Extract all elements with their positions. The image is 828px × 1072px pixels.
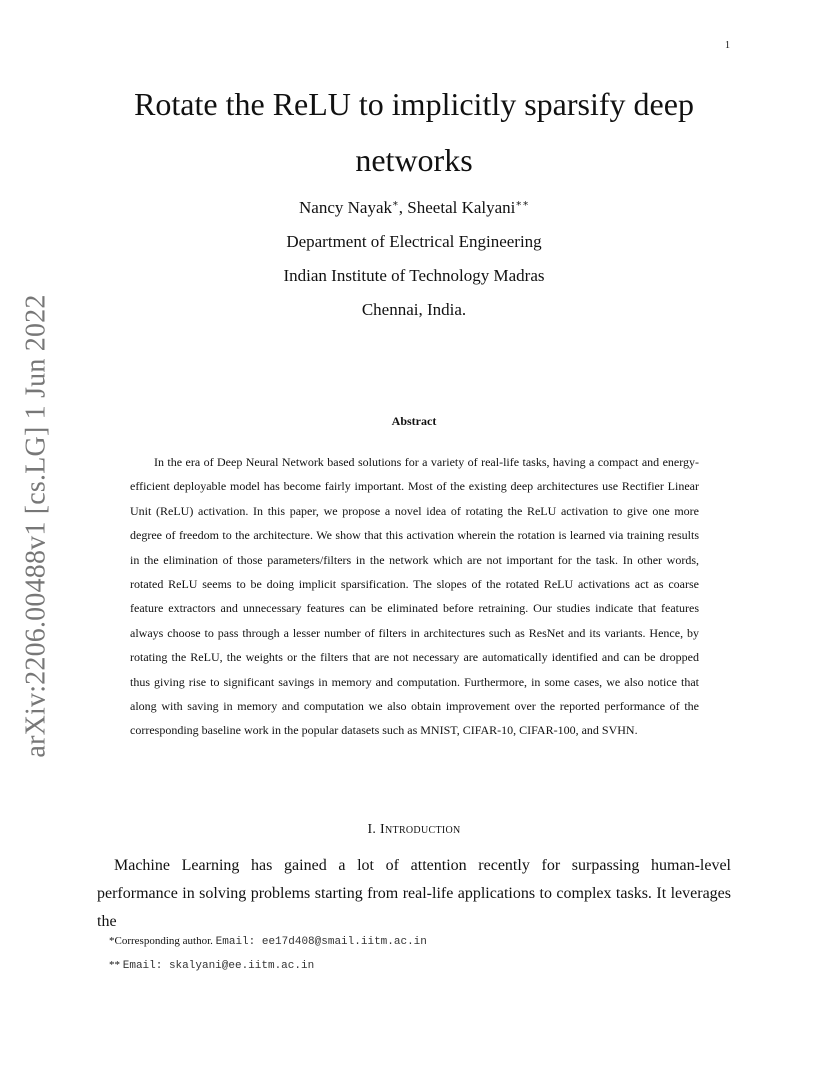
section-number: I. <box>367 822 377 837</box>
footnote-email: Email: ee17d408@smail.iitm.ac.in <box>215 936 427 948</box>
author-name: Nancy Nayak <box>299 198 392 217</box>
introduction-paragraph: Machine Learning has gained a lot of attention recently for surpassing human-level performance in solving problems starting from real-life applications to complex tasks. It leverages the <box>97 857 731 930</box>
footnote-corresponding-author <box>109 930 729 954</box>
section-heading <box>100 822 728 838</box>
page-number: 1 <box>725 40 730 51</box>
section-title: Introduction <box>380 822 461 837</box>
arxiv-identifier-text: arXiv:2206.00488v1 [cs.LG] 1 Jun 2022 <box>21 294 52 758</box>
affiliation-institute: Indian Institute of Technology Madras <box>283 266 545 285</box>
abstract-heading: Abstract <box>391 414 437 428</box>
footnote-email: Email: skalyani@ee.iitm.ac.in <box>122 960 315 972</box>
abstract-body: In the era of Deep Neural Network based solutions for a variety of real-life tasks, having a compact and energy-efficient deployable model has become fairly important. Most of the existing deep architectures use Rectifier Linear Unit (ReLU) activation. In this paper, we propose a novel idea of rotating the ReLU activation to give one more degree of freedom to the architecture. We show that this activation wherein the rotation is learned via training results in the elimination of those parameters/filters in the network which are not important for the task. In other words, rotated ReLU seems to be doing implicit sparsification. The slopes of the rotated ReLU activations act as coarse feature extractors and unnecessary features can be eliminated before retraining. Our studies indicate that features always choose to pass through a lesser number of filters in architectures such as ResNet and its variants. Hence, by rotating the ReLU, the weights or the filters that are not necessary are automatically identified and can be dropped thus giving rise to significant savings in memory and computation. Furthermore, in some cases, we also notice that along with saving in memory and computation we also obtain improvement over the reported performance of the corresponding baseline work in the popular datasets such as MNIST, CIFAR-10, CIFAR-100, and SVHN. <box>130 455 699 738</box>
author-separator: , <box>398 198 408 217</box>
footnote-label: ** <box>109 959 120 971</box>
author-footnote-mark: ∗∗ <box>515 198 529 210</box>
author-footnote-mark: ∗ <box>392 198 399 210</box>
author-line <box>100 198 728 218</box>
affiliation-city: Chennai, India. <box>361 300 467 319</box>
author-name: Sheetal Kalyani <box>407 198 516 217</box>
arxiv-identifier-stamp <box>22 296 52 756</box>
footnote-label: *Corresponding author. <box>109 935 213 947</box>
footnote-second-author <box>109 954 729 978</box>
paper-title: Rotate the ReLU to implicitly sparsify deep networks <box>134 86 694 178</box>
affiliation-department: Department of Electrical Engineering <box>286 232 542 251</box>
footnotes <box>109 930 729 978</box>
